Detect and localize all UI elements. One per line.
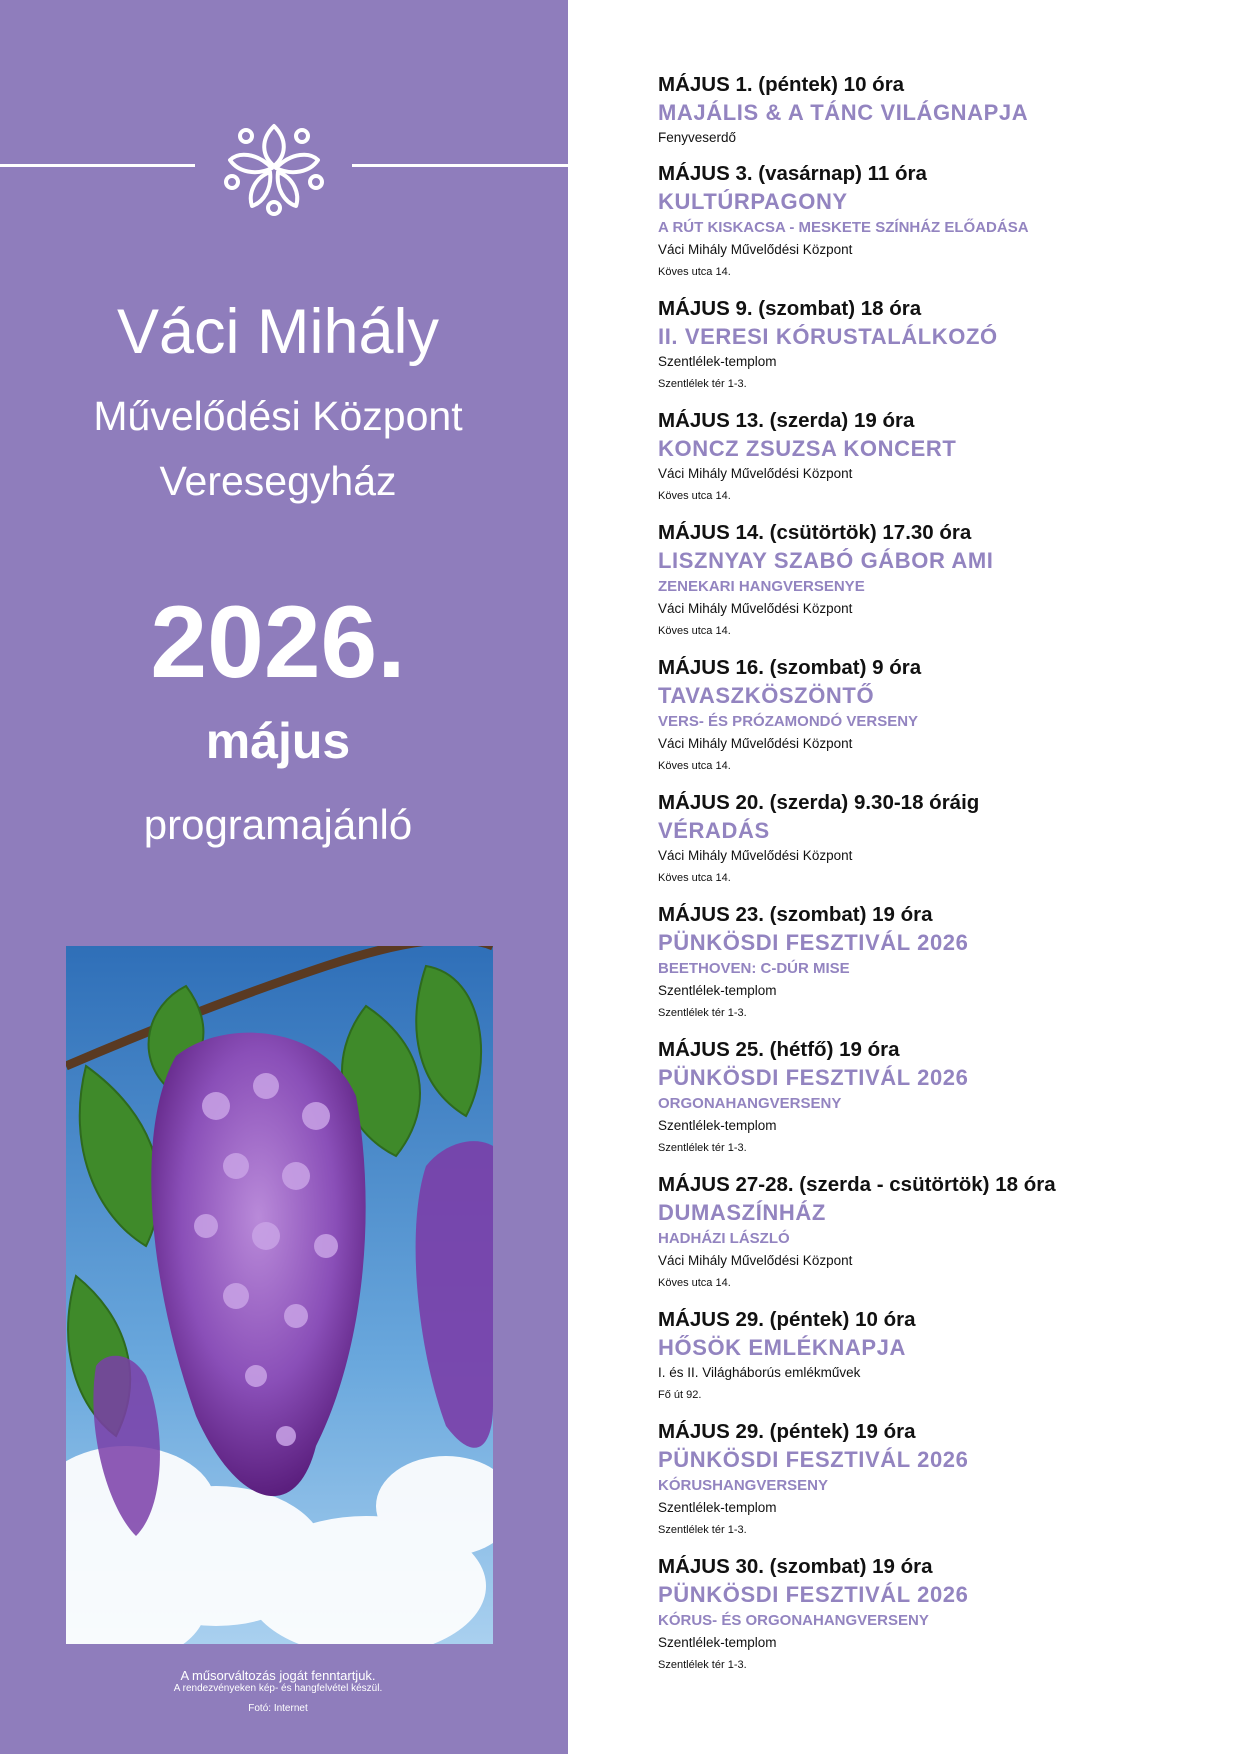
event-venue: Váci Mihály Művelődési Központ — [658, 1253, 853, 1268]
event-date: MÁJUS 29. (péntek) 19 óra — [658, 1420, 916, 1443]
month-heading: május — [205, 713, 351, 769]
event-item — [658, 902, 1218, 1025]
event-venue: Váci Mihály Művelődési Központ — [658, 242, 853, 257]
event-item — [658, 1037, 1218, 1160]
event-title: II. VERESI KÓRUSTALÁLKOZÓ — [658, 324, 998, 349]
disclaimer-text: A műsorváltozás jogát fenntartjuk. — [180, 1668, 376, 1683]
event-list — [658, 72, 1218, 1689]
event-address: Szentlélek tér 1-3. — [658, 378, 747, 390]
event-address: Köves utca 14. — [658, 872, 731, 884]
event-title: KONCZ ZSUZSA KONCERT — [658, 436, 957, 461]
event-title: DUMASZÍNHÁZ — [658, 1200, 826, 1225]
flower-emblem-icon — [222, 118, 326, 218]
event-subtitle: ZENEKARI HANGVERSENYE — [658, 578, 865, 595]
event-title: PÜNKÖSDI FESZTIVÁL 2026 — [658, 1447, 969, 1472]
event-date: MÁJUS 1. (péntek) 10 óra — [658, 73, 905, 96]
event-venue: Szentlélek-templom — [658, 1635, 777, 1650]
event-title: HŐSÖK EMLÉKNAPJA — [658, 1335, 906, 1360]
event-venue: Szentlélek-templom — [658, 1118, 777, 1133]
event-title: VÉRADÁS — [658, 818, 770, 843]
event-title: PÜNKÖSDI FESZTIVÁL 2026 — [658, 930, 969, 955]
event-item — [658, 1419, 1218, 1542]
event-subtitle: HADHÁZI LÁSZLÓ — [658, 1230, 790, 1247]
org-name: Váci Mihály — [116, 297, 440, 367]
event-title: MAJÁLIS & A TÁNC VILÁGNAPJA — [658, 100, 1029, 125]
event-venue: I. és II. Világháborús emlékművek — [658, 1365, 861, 1380]
event-venue: Váci Mihály Művelődési Központ — [658, 601, 853, 616]
event-title: LISZNYAY SZABÓ GÁBOR AMI — [658, 548, 994, 573]
event-subtitle: A RÚT KISKACSA - MESKETE SZÍNHÁZ ELŐADÁSA — [658, 219, 1029, 236]
event-subtitle: BEETHOVEN: C-DÚR MISE — [658, 960, 850, 977]
event-address: Szentlélek tér 1-3. — [658, 1659, 747, 1671]
year-heading: 2026. — [150, 585, 406, 699]
lilac-photo — [66, 946, 493, 1644]
event-item — [658, 161, 1218, 284]
event-address: Szentlélek tér 1-3. — [658, 1524, 747, 1536]
event-item — [658, 296, 1218, 396]
event-item — [658, 520, 1218, 643]
event-address: Fő út 92. — [658, 1389, 702, 1401]
recording-notice: A rendezvényeken kép- és hangfelvétel készül. — [173, 1683, 383, 1694]
event-address: Köves utca 14. — [658, 760, 731, 772]
event-date: MÁJUS 3. (vasárnap) 11 óra — [658, 162, 927, 185]
org-city: Veresegyház — [159, 458, 397, 504]
event-venue: Szentlélek-templom — [658, 983, 777, 998]
event-address: Köves utca 14. — [658, 1277, 731, 1289]
event-item — [658, 408, 1218, 508]
event-title: KULTÚRPAGONY — [658, 189, 848, 214]
event-item — [658, 1307, 1218, 1407]
event-venue: Váci Mihály Művelődési Központ — [658, 736, 853, 751]
org-subtitle: Művelődési Központ — [93, 393, 463, 439]
event-venue: Fenyveserdő — [658, 130, 737, 145]
event-address: Szentlélek tér 1-3. — [658, 1142, 747, 1154]
event-venue: Váci Mihály Művelődési Központ — [658, 848, 853, 863]
event-item — [658, 655, 1218, 778]
event-venue: Szentlélek-templom — [658, 354, 777, 369]
event-date: MÁJUS 14. (csütörtök) 17.30 óra — [658, 521, 972, 544]
event-venue: Váci Mihály Művelődési Központ — [658, 466, 853, 481]
event-address: Szentlélek tér 1-3. — [658, 1007, 747, 1019]
event-title: TAVASZKÖSZÖNTŐ — [658, 683, 875, 708]
event-date: MÁJUS 9. (szombat) 18 óra — [658, 297, 922, 320]
program-label: programajánló — [143, 801, 413, 848]
event-date: MÁJUS 16. (szombat) 9 óra — [658, 656, 922, 679]
event-item — [658, 72, 1218, 149]
event-title: PÜNKÖSDI FESZTIVÁL 2026 — [658, 1582, 969, 1607]
event-subtitle: KÓRUSHANGVERSENY — [658, 1477, 829, 1494]
event-subtitle: KÓRUS- ÉS ORGONAHANGVERSENY — [658, 1612, 929, 1629]
event-subtitle: ORGONAHANGVERSENY — [658, 1095, 842, 1112]
event-date: MÁJUS 30. (szombat) 19 óra — [658, 1555, 933, 1578]
event-date: MÁJUS 27-28. (szerda - csütörtök) 18 óra — [658, 1173, 1056, 1196]
divider-left — [0, 164, 195, 167]
event-address: Köves utca 14. — [658, 490, 731, 502]
event-item — [658, 790, 1218, 890]
sidebar — [0, 0, 568, 1754]
photo-credit: Fotó: Internet — [248, 1703, 308, 1714]
event-date: MÁJUS 23. (szombat) 19 óra — [658, 903, 933, 926]
event-address: Köves utca 14. — [658, 266, 731, 278]
event-date: MÁJUS 29. (péntek) 10 óra — [658, 1308, 916, 1331]
divider-right — [352, 164, 568, 167]
event-date: MÁJUS 25. (hétfő) 19 óra — [658, 1038, 900, 1061]
event-title: PÜNKÖSDI FESZTIVÁL 2026 — [658, 1065, 969, 1090]
event-date: MÁJUS 13. (szerda) 19 óra — [658, 409, 915, 432]
event-date: MÁJUS 20. (szerda) 9.30-18 óráig — [658, 791, 980, 814]
event-item — [658, 1172, 1218, 1295]
event-subtitle: VERS- ÉS PRÓZAMONDÓ VERSENY — [658, 713, 919, 730]
event-address: Köves utca 14. — [658, 625, 731, 637]
event-venue: Szentlélek-templom — [658, 1500, 777, 1515]
event-item — [658, 1554, 1218, 1677]
